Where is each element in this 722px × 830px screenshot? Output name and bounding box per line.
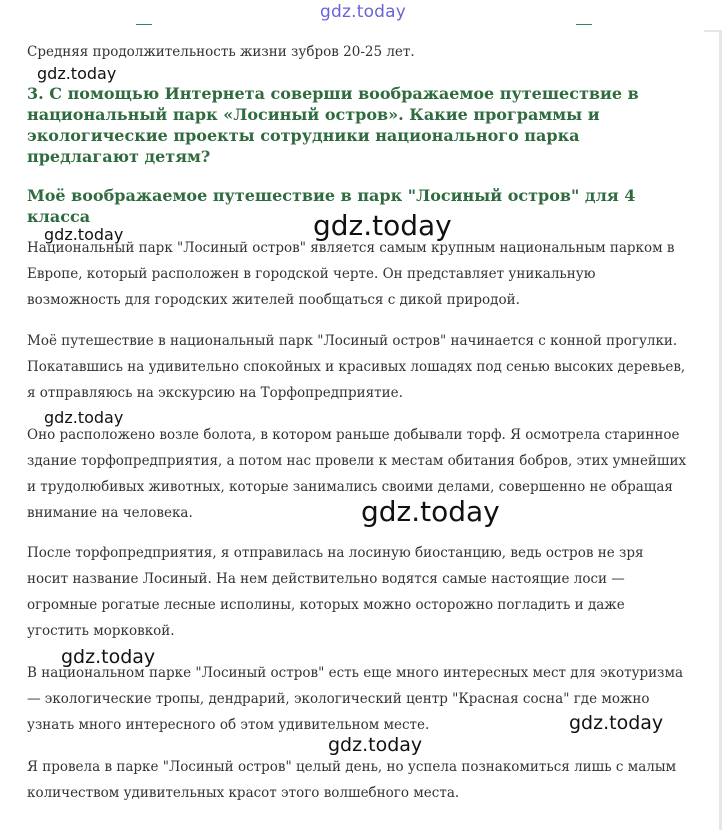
paragraph-5: В национальном парке "Лосиный остров" есть еще много интересных мест для экотуризма — экологические тропы, дендрарий, экологический центр "Красная сосна" где можно узнать много интересного об этом удивительном месте. — [27, 665, 684, 733]
watermark: gdz.today — [328, 734, 423, 756]
question-heading: 3. С помощью Интернета соверши воображаемое путешествие в национальный парк «Лосиный остров». Какие программы и экологические проекты сотрудники национального парка предлагают детям? — [27, 84, 639, 166]
watermark: gdz.today — [37, 64, 117, 83]
watermark: gdz.today — [61, 646, 156, 668]
paragraph-1: Национальный парк "Лосиный остров" является самым крупным национальным парком в Европе, который расположен в городской черте. Он представляет уникальную возможность для городских жителей пообщаться с дикой природой. — [27, 240, 675, 308]
paragraph-4: После торфопредприятия, я отправилась на лосиную биостанцию, ведь остров не зря носит название Лосиный. На нем действительно водятся самые настоящие лоси — огромные рогатые лесные исполины, которых можно осторожно погладить и даже угостить морковкой. — [27, 545, 644, 639]
watermark: gdz.today — [313, 209, 452, 242]
watermark: gdz.today — [44, 225, 124, 244]
header-left-dash — [136, 24, 152, 25]
watermark: gdz.today — [361, 495, 500, 528]
paragraph-3: Оно расположено возле болота, в котором раньше добывали торф. Я осмотрела старинное здание торфопредприятия, а потом нас провели к местам обитания бобров, этих умнейших и трудолюбивых животных, которые занимались своими делами, совершенно не обращая внимание на человека. — [27, 427, 687, 521]
top-bar — [0, 0, 722, 34]
paragraph-6: Я провела в парке "Лосиный остров" целый день, но успела познакомиться лишь с малым количеством удивительных красот этого волшебного места. — [27, 759, 677, 801]
header-right-dash — [576, 24, 592, 25]
paragraph-2: Моё путешествие в национальный парк "Лосиный остров" начинается с конной прогулки. Покатавшись на удивительно спокойных и красивых лошадях под сенью высоких деревьев, я отправляюсь на экскурсию на Торфопредприятие. — [27, 333, 686, 401]
site-logo[interactable]: gdz.today — [320, 2, 407, 22]
lifespan-text: Средняя продолжительность жизни зубров 20-25 лет. — [27, 44, 415, 60]
watermark: gdz.today — [569, 712, 664, 734]
essay-title: Моё воображаемое путешествие в парк "Лосиный остров" для 4 класса — [27, 186, 636, 226]
watermark: gdz.today — [44, 408, 124, 427]
